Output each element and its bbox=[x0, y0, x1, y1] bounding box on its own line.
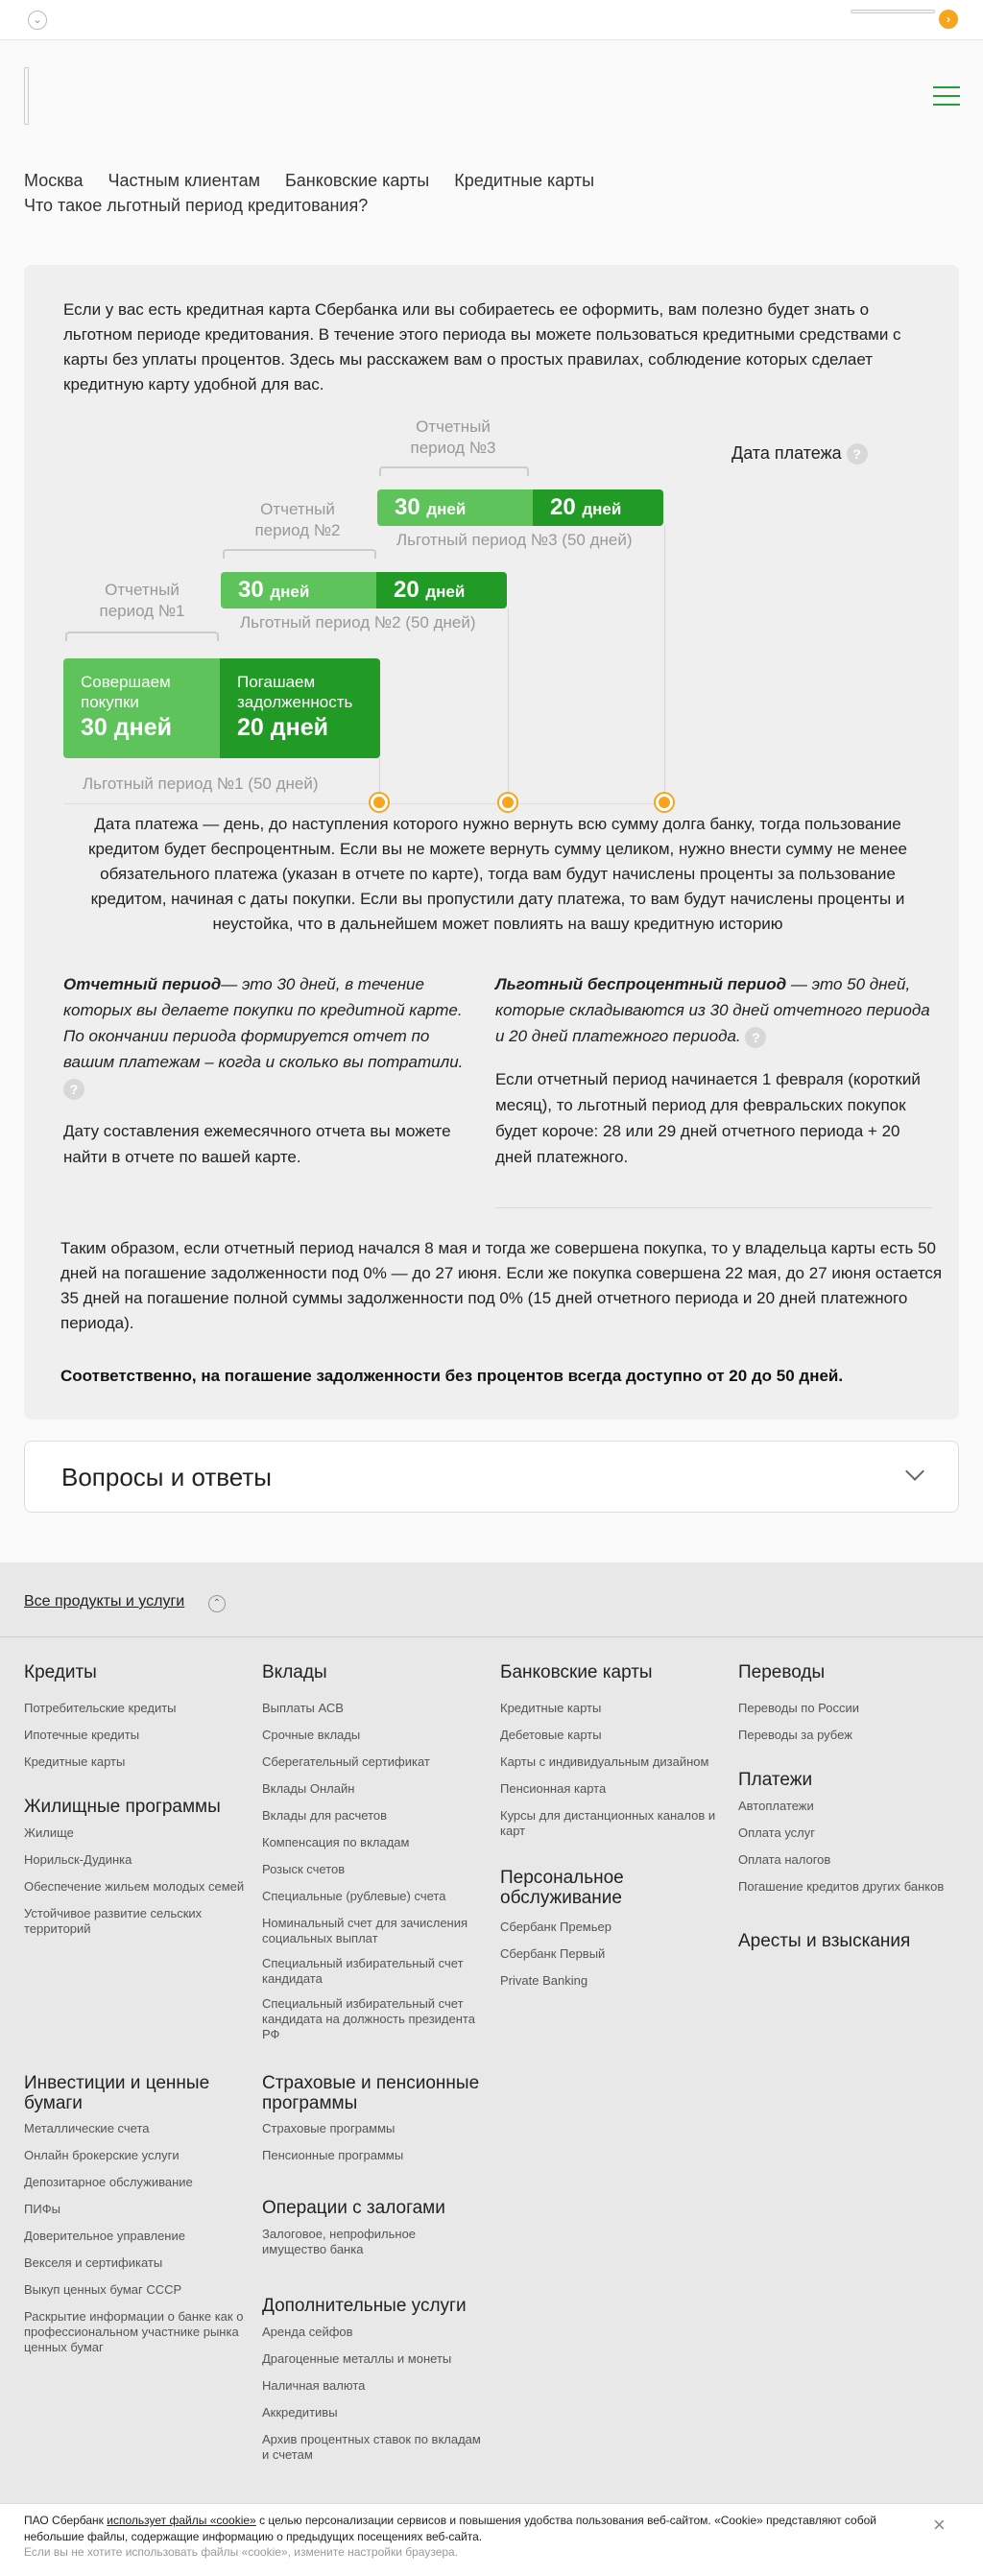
footer-link[interactable]: Металлические счета bbox=[24, 2121, 150, 2135]
timeline-axis bbox=[63, 803, 668, 804]
payment-guide-line bbox=[664, 526, 665, 802]
payment-dot bbox=[656, 794, 673, 811]
footer-link[interactable]: Депозитарное обслуживание bbox=[24, 2175, 193, 2189]
left-column: Отчетный период— это 30 дней, в течение которых вы делаете покупки по кредитной карте. По окончании периода формируется отчет по вашим платежам – когда и сколько вы потратили. ? Дату составления ежемесячного отчета вы можете найти в отчете по вашей карте. bbox=[63, 975, 464, 1166]
help-icon[interactable]: ? bbox=[847, 443, 868, 465]
footer-group-title[interactable]: Вклады bbox=[262, 1662, 327, 1682]
period1-bracket bbox=[65, 632, 219, 641]
bar-period2 bbox=[221, 572, 507, 608]
menu-icon[interactable] bbox=[933, 86, 960, 107]
footer-link[interactable]: Кредитные карты bbox=[500, 1701, 602, 1715]
faq-title: Вопросы и ответы bbox=[61, 1463, 272, 1491]
search-field[interactable] bbox=[851, 10, 935, 13]
footer-link[interactable]: Специальный избирательный счет кандидата bbox=[262, 1956, 464, 1986]
footer-group-title[interactable]: Дополнительные услуги bbox=[262, 2296, 467, 2316]
cookie-link[interactable]: использует файлы «cookie» bbox=[107, 2514, 256, 2527]
footer-link[interactable]: Аренда сейфов bbox=[262, 2325, 353, 2339]
breadcrumb-item[interactable]: Кредитные карты bbox=[454, 171, 595, 190]
footer-link[interactable]: Сбербанк Премьер bbox=[500, 1920, 611, 1934]
payment-dot bbox=[499, 794, 516, 811]
footer-link[interactable]: Выплаты АСВ bbox=[262, 1701, 344, 1715]
footer-link[interactable]: Драгоценные металлы и монеты bbox=[262, 2351, 452, 2366]
payment-date-text: Дата платежа — день, до наступления которого нужно вернуть всю сумму долга банку, тогда пользование кредитом будет беспроцентным. Если вы не можете вернуть сумму целиком, нужно внести сумму не менее обязательного платежа (указан в отчете по карте), тогда вам будут начислены проценты за пользование кредитом, начиная с даты покупки. Если вы пропустили дату платежа, то вам будут начислены проценты и неустойка, что в дальнейшем может повлиять на вашу кредитную историю bbox=[88, 815, 907, 933]
breadcrumb-item[interactable]: Банковские карты bbox=[284, 171, 430, 190]
chevron-down-icon[interactable] bbox=[905, 1462, 924, 1481]
breadcrumb-item[interactable]: Частным клиентам bbox=[108, 171, 260, 190]
bar-period3-repay: 20 дней bbox=[533, 489, 663, 526]
footer-link[interactable]: Выкуп ценных бумаг СССР bbox=[24, 2282, 182, 2297]
help-icon[interactable]: ? bbox=[745, 1027, 766, 1048]
footer-link[interactable]: Переводы по России bbox=[738, 1701, 860, 1715]
footer-group-title[interactable]: Жилищные программы bbox=[24, 1797, 221, 1817]
right-column: Льготный беспроцентный период — это 50 дней, которые складываются из 30 дней отчетного периода и 20 дней платежного периода. ? Если отчетный период начинается 1 февраля (короткий месяц), то льготный период для февральских покупок будет короче: 28 или 29 дней отчетного периода + 20 дней платежного. bbox=[495, 975, 930, 1166]
period2-bracket bbox=[223, 549, 376, 559]
close-icon[interactable]: × bbox=[933, 2513, 946, 2537]
payment-date-label: Дата платежа ? bbox=[731, 443, 868, 465]
final-text: Соответственно, на погашение задолженности без процентов всегда доступно от 20 до 50 дней. bbox=[60, 1367, 844, 1385]
footer-link[interactable]: Залоговое, непрофильное имущество банка bbox=[262, 2227, 417, 2256]
footer-link[interactable]: Онлайн брокерские услуги bbox=[24, 2148, 180, 2162]
footer-group-title[interactable]: Страховые и пенсионные программы bbox=[262, 2073, 480, 2113]
grace-period3-label: Льготный период №3 (50 дней) bbox=[396, 531, 633, 549]
footer-link[interactable]: Пенсионная карта bbox=[500, 1781, 607, 1796]
footer-link[interactable]: ПИФы bbox=[24, 2202, 60, 2216]
footer-link[interactable]: Карты с индивидуальным дизайном bbox=[500, 1754, 709, 1769]
footer-link[interactable]: Обеспечение жильем молодых семей bbox=[24, 1879, 245, 1894]
footer-group-title[interactable]: Переводы bbox=[738, 1662, 826, 1682]
breadcrumb-item[interactable]: Москва bbox=[24, 171, 84, 190]
footer-link[interactable]: Страховые программы bbox=[262, 2121, 396, 2135]
footer-link[interactable]: Наличная валюта bbox=[262, 2378, 366, 2393]
footer-link[interactable]: Оплата налогов bbox=[738, 1852, 831, 1867]
payment-guide-line bbox=[508, 608, 509, 802]
footer-link[interactable]: Раскрытие информации о банке как о профессиональном участнике рынка ценных бумаг bbox=[24, 2309, 244, 2354]
period2-label: Отчетный период №2 bbox=[254, 500, 341, 539]
footer-link[interactable]: Аккредитивы bbox=[262, 2405, 338, 2420]
footer-link[interactable]: Норильск-Дудинка bbox=[24, 1852, 132, 1867]
all-products-link[interactable]: Все продукты и услуги bbox=[24, 1593, 185, 1610]
footer-group-title[interactable]: Платежи bbox=[738, 1770, 813, 1790]
footer-link[interactable]: Специальный избирательный счет кандидата на должность президента РФ bbox=[262, 1996, 475, 2041]
grace-period1-label: Льготный период №1 (50 дней) bbox=[83, 775, 319, 793]
summary-text: Таким образом, если отчетный период начался 8 мая и тогда же совершена покупка, то у владельца карты есть 50 дней на погашение задолженности под 0% — до 27 июня. Если же покупка совершена 22 мая, до 27 июня остается 35 дней на погашение полной суммы задолженности под 0% (15 дней отчетного периода и 20 дней платежного периода). bbox=[60, 1239, 943, 1332]
bar-period1 bbox=[63, 658, 380, 758]
chevron-down-icon[interactable]: ⌄ bbox=[28, 11, 47, 30]
footer-link[interactable]: Номинальный счет для зачисления социальных выплат bbox=[262, 1916, 468, 1945]
payment-dot bbox=[371, 794, 388, 811]
footer-link[interactable]: Розыск счетов bbox=[262, 1862, 346, 1876]
bar-period3-purchase: 30 дней bbox=[377, 489, 533, 526]
top-bar bbox=[0, 0, 983, 40]
help-icon[interactable]: ? bbox=[63, 1079, 84, 1100]
period3-bracket bbox=[379, 466, 529, 476]
period1-label: Отчетный период №1 bbox=[99, 581, 185, 620]
cookie-note: Если вы не хотите использовать файлы «cookie», измените настройки браузера. bbox=[24, 2545, 459, 2559]
footer-link[interactable]: Потребительские кредиты bbox=[24, 1701, 177, 1715]
footer-group-title[interactable]: Банковские карты bbox=[500, 1662, 653, 1682]
bar-period1-purchase: Совершаем покупки 30 дней bbox=[63, 658, 220, 758]
logo[interactable] bbox=[24, 67, 29, 125]
footer-link[interactable]: Переводы за рубеж bbox=[738, 1728, 852, 1742]
footer-group-title[interactable]: Аресты и взыскания bbox=[738, 1931, 911, 1951]
footer-link[interactable]: Специальные (рублевые) счета bbox=[262, 1889, 446, 1903]
cookie-text: ПАО Сбербанк использует файлы «cookie» с целью персонализации сервисов и повышения удобства пользования веб-сайтом. «Cookie» представляют собой небольшие файлы, содержащие информацию о предыдущих посещениях веб-сайта. bbox=[24, 2514, 876, 2543]
period3-label: Отчетный период №3 bbox=[410, 417, 496, 457]
footer-link[interactable]: Ипотечные кредиты bbox=[24, 1728, 140, 1742]
bar-period3 bbox=[377, 489, 663, 526]
footer-group-title[interactable]: Операции с залогами bbox=[262, 2198, 445, 2218]
footer-link[interactable]: Кредитные карты bbox=[24, 1754, 126, 1769]
bar-period2-repay: 20 дней bbox=[376, 572, 507, 608]
divider bbox=[495, 1207, 932, 1208]
footer-link[interactable]: Срочные вклады bbox=[262, 1728, 361, 1742]
bar-period1-repay: Погашаем задолженность 20 дней bbox=[220, 658, 380, 758]
footer-link[interactable]: Доверительное управление bbox=[24, 2229, 185, 2243]
footer-link[interactable]: Архив процентных ставок по вкладам и счетам bbox=[262, 2432, 481, 2462]
footer-link[interactable]: Private Banking bbox=[500, 1973, 588, 1988]
page-title: Что такое льготный период кредитования? bbox=[24, 196, 369, 215]
term-reporting-period: Отчетный период bbox=[63, 975, 222, 993]
chevron-up-icon[interactable]: ⌃ bbox=[208, 1595, 226, 1612]
footer-link[interactable]: Устойчивое развитие сельских территорий bbox=[24, 1906, 203, 1936]
footer-link[interactable]: Вклады для расчетов bbox=[262, 1808, 388, 1823]
footer-link[interactable]: Компенсация по вкладам bbox=[262, 1835, 410, 1849]
footer-link[interactable]: Курсы для дистанционных каналов и карт bbox=[500, 1808, 716, 1838]
footer-link[interactable]: Жилище bbox=[24, 1825, 74, 1840]
footer-link[interactable]: Сбербанк Первый bbox=[500, 1946, 606, 1961]
grace-period2-label: Льготный период №2 (50 дней) bbox=[240, 613, 476, 632]
footer-divider bbox=[0, 1636, 983, 1637]
arrow-right-icon[interactable]: › bbox=[939, 10, 958, 29]
footer-link[interactable]: Дебетовые карты bbox=[500, 1728, 602, 1742]
footer-link[interactable]: Погашение кредитов других банков bbox=[738, 1879, 945, 1894]
bar-period2-purchase: 30 дней bbox=[221, 572, 376, 608]
footer-group-title[interactable]: Персональное обслуживание bbox=[500, 1868, 624, 1908]
footer-link[interactable]: Сберегательный сертификат bbox=[262, 1754, 430, 1769]
faq-accordion[interactable] bbox=[24, 1441, 959, 1513]
breadcrumb bbox=[24, 171, 619, 191]
footer-group-title[interactable]: Кредиты bbox=[24, 1662, 97, 1682]
footer-group-title[interactable]: Инвестиции и ценные бумаги bbox=[24, 2073, 210, 2113]
intro-text: Если у вас есть кредитная карта Сбербанка или вы собираетесь ее оформить, вам полезно будет знать о льготном периоде кредитования. В течение этого периода вы можете пользоваться кредитными средствами с карты без уплаты процентов. Здесь мы расскажем вам о простых правилах, соблюдение которых сделает кредитную карту удобной для вас. bbox=[63, 300, 901, 394]
footer-link[interactable]: Пенсионные программы bbox=[262, 2148, 404, 2162]
term-grace-period: Льготный беспроцентный период bbox=[495, 975, 787, 993]
footer-link[interactable]: Вклады Онлайн bbox=[262, 1781, 355, 1796]
footer-link[interactable]: Векселя и сертификаты bbox=[24, 2255, 163, 2270]
footer-link[interactable]: Автоплатежи bbox=[738, 1799, 814, 1813]
footer-link[interactable]: Оплата услуг bbox=[738, 1825, 816, 1840]
